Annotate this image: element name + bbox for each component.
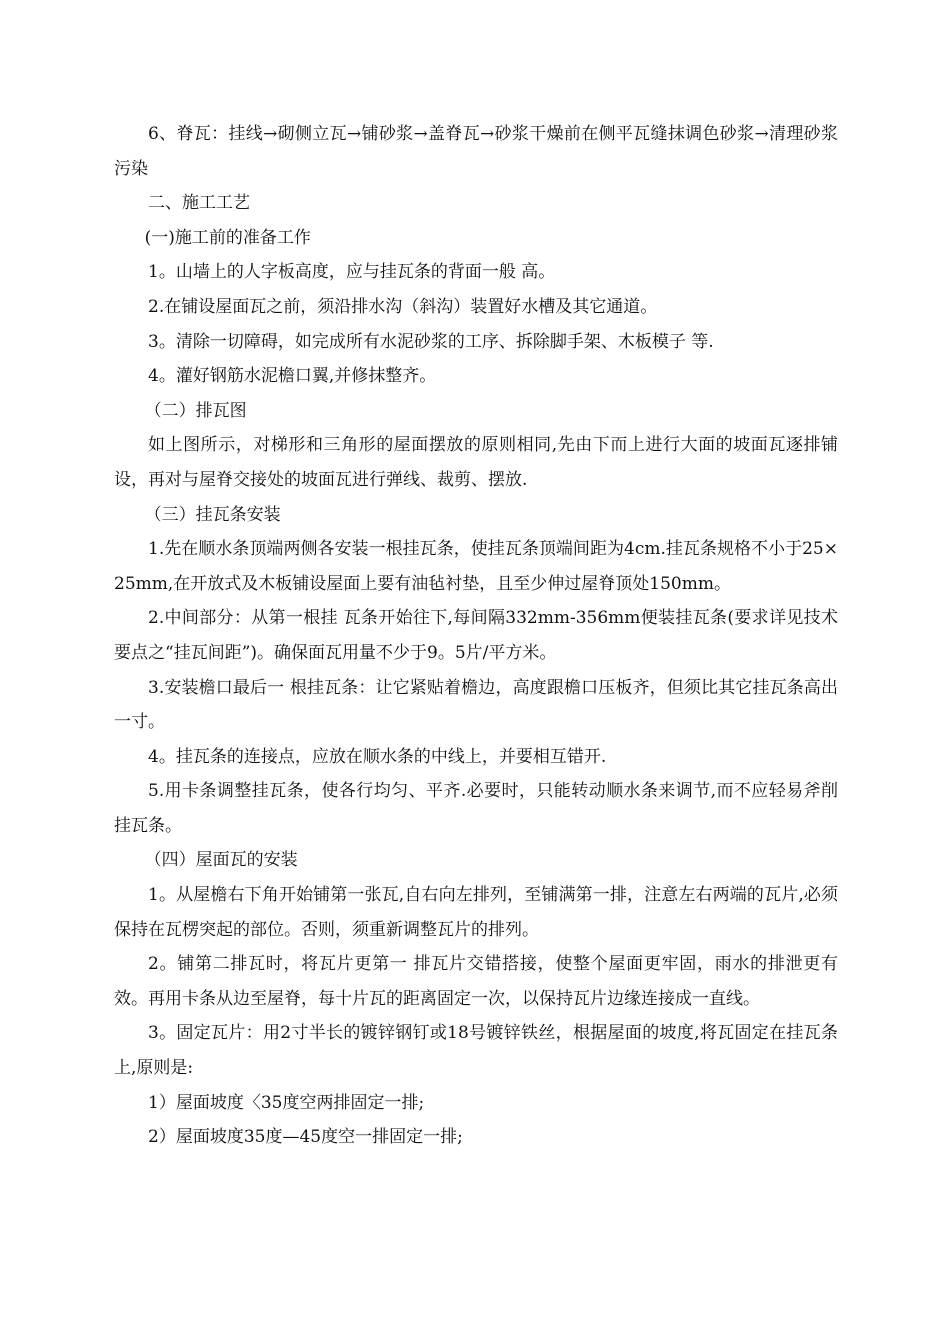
subsection-heading-preparation: (一)施工前的准备工作 (144, 227, 311, 248)
paragraph-batten-3: 3.安装檐口最后一 根挂瓦条：让它紧贴着檐边，高度跟檐口压板齐，但须比其它挂瓦条高出一寸。 (114, 677, 838, 733)
paragraph-batten-2: 2.中间部分：从第一根挂 瓦条开始往下,每间隔332mm-356mm便装挂瓦条(要求详见技术要点之“挂瓦间距”)。确保面瓦用量不少于9。5片/平方米。 (114, 608, 838, 663)
paragraph-roof-tile-2: 2。铺第二排瓦时，将瓦片更第一 排瓦片交错搭接，使整个屋面更牢固，雨水的排泄更有效。再用卡条从边至屋脊，每十片瓦的距离固定一次，以保持瓦片边缘连接成一直线。 (114, 954, 838, 1009)
paragraph-ridge-tile-steps: 6、脊瓦：挂线→砌侧立瓦→铺砂浆→盖脊瓦→砂浆干燥前在侧平瓦缝抹调色砂浆→清理砂浆污染 (114, 124, 838, 179)
paragraph-tile-layout: 如上图所示，对梯形和三角形的屋面摆放的原则相同,先由下而上进行大面的坡面瓦逐排铺设，再对与屋脊交接处的坡面瓦进行弹线、裁剪、摆放. (114, 435, 838, 490)
paragraph-slope-rule-2: 2）屋面坡度35度—45度空一排固定一排; (148, 1127, 463, 1148)
section-heading-construction-process: 二、施工工艺 (148, 193, 250, 214)
paragraph-slope-rule-1: 1）屋面坡度〈35度空两排固定一排; (148, 1092, 425, 1113)
paragraph-prep-4: 4。灌好钢筋水泥檐口翼,并修抹整齐。 (148, 366, 437, 387)
paragraph-roof-tile-1: 1。从屋檐右下角开始铺第一张瓦,自右向左排列，至铺满第一排，注意左右两端的瓦片,必须保持在瓦楞突起的部位。否则，须重新调整瓦片的排列。 (114, 885, 838, 940)
paragraph-batten-4: 4。挂瓦条的连接点，应放在顺水条的中线上，并要相互错开. (148, 746, 607, 767)
paragraph-roof-tile-3: 3。固定瓦片：用2寸半长的镀锌钢钉或18号镀锌铁丝，根据屋面的坡度,将瓦固定在挂瓦条上,原则是: (114, 1023, 838, 1079)
paragraph-prep-3: 3。清除一切障碍，如完成所有水泥砂浆的工序、拆除脚手架、木板模子 等. (148, 331, 714, 352)
subsection-heading-roof-tile-install: （四）屋面瓦的安装 (144, 850, 298, 871)
paragraph-prep-1: 1。山墙上的人字板高度，应与挂瓦条的背面一般 高。 (148, 262, 556, 283)
paragraph-batten-5: 5.用卡条调整挂瓦条，使各行均匀、平齐.必要时，只能转动顺水条来调节,而不应轻易斧削挂瓦条。 (114, 781, 838, 836)
paragraph-batten-1: 1.先在顺水条顶端两侧各安装一根挂瓦条，使挂瓦条顶端间距为4cm.挂瓦条规格不小于25×25mm,在开放式及木板铺设屋面上要有油毡衬垫，且至少伸过屋脊顶处150mm。 (114, 539, 838, 594)
paragraph-prep-2: 2.在铺设屋面瓦之前，须沿排水沟（斜沟）装置好水槽及其它通道。 (148, 296, 658, 317)
subsection-heading-tile-layout: （二）排瓦图 (144, 400, 247, 421)
document-body (114, 117, 838, 1155)
subsection-heading-batten-install: （三）挂瓦条安装 (144, 504, 281, 525)
